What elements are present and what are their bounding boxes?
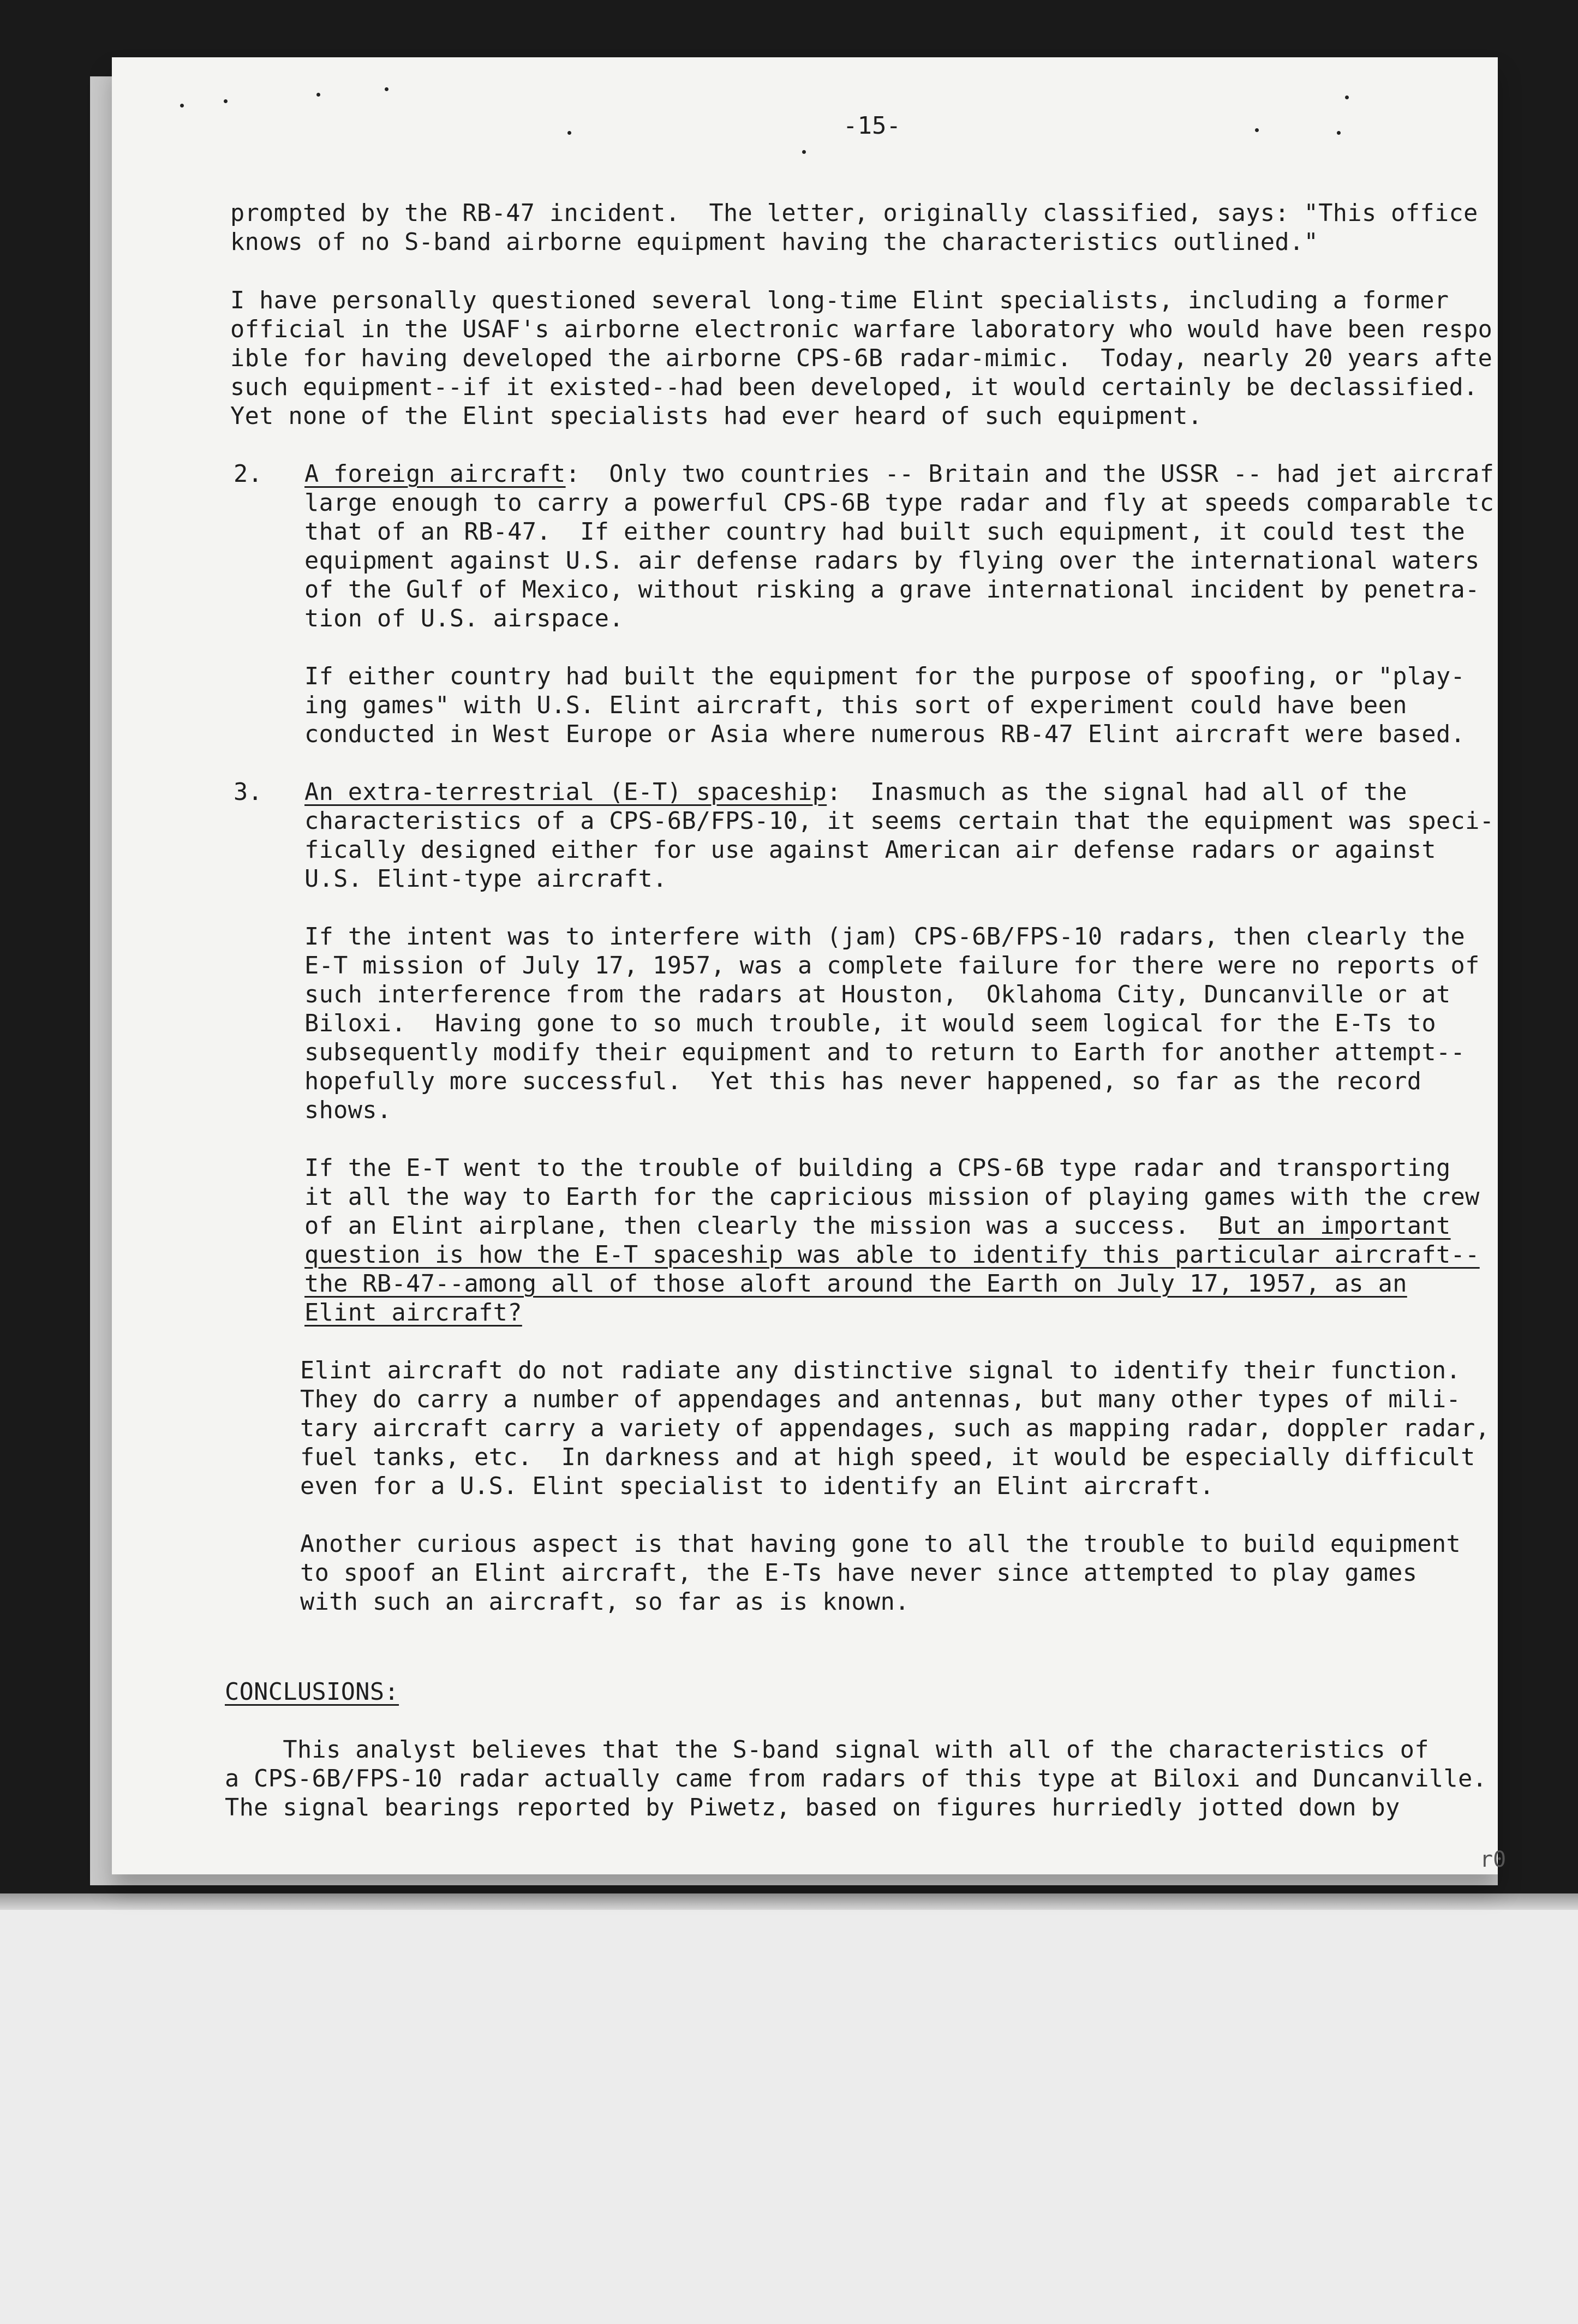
scanner-platen xyxy=(0,1910,1578,2324)
text-line: with such an aircraft, so far as is known. xyxy=(300,1588,910,1616)
text-line: to spoof an Elint aircraft, the E-Ts have never since attempted to play games xyxy=(300,1560,1418,1587)
text-line xyxy=(304,1241,1480,1270)
dust-speck xyxy=(385,87,388,91)
text-line: conducted in West Europe or Asia where numerous RB-47 Elint aircraft were based. xyxy=(304,721,1466,748)
text-line: E-T mission of July 17, 1957, was a complete failure for there were no reports of xyxy=(304,952,1480,979)
text-line: The signal bearings reported by Piwetz, based on figures hurriedly jotted down by xyxy=(225,1794,1400,1821)
list-number: 2. xyxy=(234,461,263,488)
dust-speck xyxy=(1345,95,1349,99)
text-line: Biloxi. Having gone to so much trouble, it would seem logical for the E-Ts to xyxy=(304,1010,1436,1037)
text-line: If the E-T went to the trouble of building a CPS-6B type radar and transporting xyxy=(304,1155,1451,1182)
text-line: of the Gulf of Mexico, without risking a grave international incident by penetra- xyxy=(304,576,1480,604)
text-line: official in the USAF's airborne electronic warfare laboratory who would have been respo xyxy=(230,316,1493,343)
text-line: An extra-terrestrial (E-T) spaceship: Inasmuch as the signal had all of the xyxy=(304,779,1407,806)
text-line: of an Elint airplane, then clearly the mission was a success. But an important xyxy=(304,1212,1451,1240)
text-line: characteristics of a CPS-6B/FPS-10, it seems certain that the equipment was speci- xyxy=(304,808,1495,835)
text-line: fically designed either for use against American air defense radars or against xyxy=(304,837,1436,864)
list-number: 3. xyxy=(234,779,263,806)
dust-speck xyxy=(180,104,184,107)
text-line xyxy=(225,1678,399,1707)
text-line: ible for having developed the airborne CPS-6B radar-mimic. Today, nearly 20 years afte xyxy=(230,345,1493,372)
text-line: hopefully more successful. Yet this has never happened, so far as the record xyxy=(304,1068,1422,1095)
text-line: They do carry a number of appendages and antennas, but many other types of mili- xyxy=(300,1386,1461,1413)
text-line: such interference from the radars at Houston, Oklahoma City, Duncanville or at xyxy=(304,981,1451,1008)
conclusions-heading: CONCLUSIONS: xyxy=(225,1678,399,1706)
dust-speck xyxy=(224,99,228,103)
text-line: Another curious aspect is that having gone to all the trouble to build equipment xyxy=(300,1531,1461,1558)
underlined-question: the RB-47--among all of those aloft around the Earth on July 17, 1957, as an xyxy=(304,1270,1407,1298)
text-line: prompted by the RB-47 incident. The letter, originally classified, says: "This office xyxy=(230,200,1478,227)
page-number: -15- xyxy=(843,112,901,140)
underlined-question: Elint aircraft? xyxy=(304,1299,522,1327)
text-line: This analyst believes that the S-band signal with all of the characteristics of xyxy=(225,1736,1429,1764)
text-line: even for a U.S. Elint specialist to identify an Elint aircraft. xyxy=(300,1473,1215,1500)
text-line: equipment against U.S. air defense radars by flying over the international waters xyxy=(304,547,1480,575)
text-line: large enough to carry a powerful CPS-6B type radar and fly at speeds comparable tc xyxy=(304,489,1495,517)
dust-speck xyxy=(316,93,320,97)
text-line: If the intent was to interfere with (jam) CPS-6B/FPS-10 radars, then clearly the xyxy=(304,923,1466,951)
text-line: A foreign aircraft: Only two countries -- Britain and the USSR -- had jet aircraf xyxy=(304,461,1495,488)
corner-mark: r0 xyxy=(1480,1847,1507,1872)
text-line: tary aircraft carry a variety of appendages, such as mapping radar, doppler radar, xyxy=(300,1415,1490,1442)
underlined-question: But an important xyxy=(1218,1212,1451,1240)
dust-speck xyxy=(1337,131,1341,135)
dust-speck xyxy=(1255,128,1259,132)
text-line: U.S. Elint-type aircraft. xyxy=(304,865,667,893)
dust-speck xyxy=(802,150,806,154)
text-line xyxy=(304,1270,1407,1299)
text-line: Elint aircraft do not radiate any distinctive signal to identify their function. xyxy=(300,1357,1461,1384)
text-line: fuel tanks, etc. In darkness and at high speed, it would be especially difficult xyxy=(300,1444,1475,1471)
text-line: I have personally questioned several long-time Elint specialists, including a former xyxy=(230,287,1449,314)
text-line: shows. xyxy=(304,1097,392,1124)
text-line: a CPS-6B/FPS-10 radar actually came from radars of this type at Biloxi and Duncanville. xyxy=(225,1765,1487,1793)
text-line xyxy=(304,1299,522,1328)
text-line: If either country had built the equipment for the purpose of spoofing, or "play- xyxy=(304,663,1466,690)
heading-et-spaceship: An extra-terrestrial (E-T) spaceship xyxy=(304,779,827,806)
dust-speck xyxy=(567,131,571,135)
text-line: Yet none of the Elint specialists had ever heard of such equipment. xyxy=(230,403,1203,430)
text-line: subsequently modify their equipment and to return to Earth for another attempt-- xyxy=(304,1039,1466,1066)
text-line: that of an RB-47. If either country had built such equipment, it could test the xyxy=(304,518,1466,546)
text-line: knows of no S-band airborne equipment having the characteristics outlined." xyxy=(230,229,1319,256)
text-line: such equipment--if it existed--had been developed, it would certainly be declassified. xyxy=(230,374,1478,401)
text-line: ing games" with U.S. Elint aircraft, this sort of experiment could have been xyxy=(304,692,1407,719)
text-line: tion of U.S. airspace. xyxy=(304,605,624,632)
underlined-question: question is how the E-T spaceship was able to identify this particular aircraft-- xyxy=(304,1241,1480,1269)
text-line: it all the way to Earth for the capricious mission of playing games with the crew xyxy=(304,1184,1480,1211)
heading-foreign-aircraft: A foreign aircraft xyxy=(304,461,566,488)
